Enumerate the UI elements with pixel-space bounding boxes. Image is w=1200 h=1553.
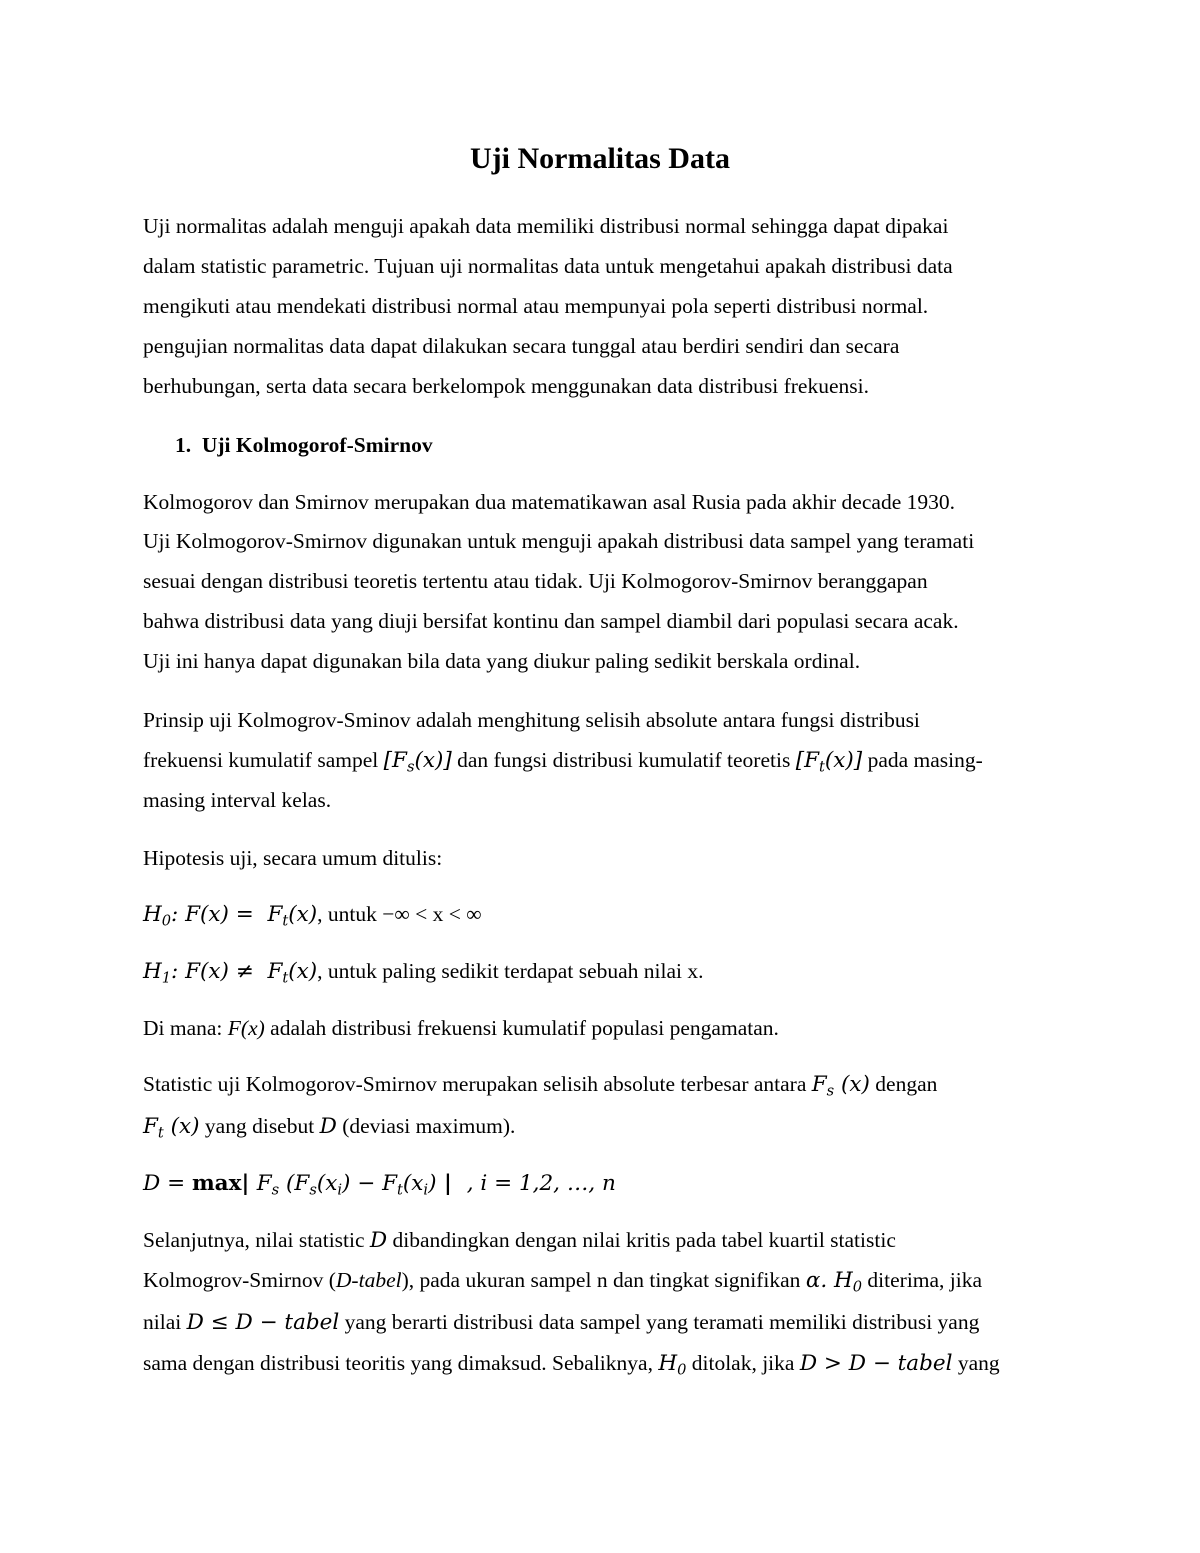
ks-line-2: Uji Kolmogorov-Smirnov digunakan untuk menguji apakah distribusi data sampel yang teramati bbox=[143, 529, 975, 553]
principle-line-1: Prinsip uji Kolmogrov-Sminov adalah menghitung selisih absolute antara fungsi distribusi bbox=[143, 708, 920, 732]
h1-formula: $H_1$: $F(x) \ne F_t(x)$ bbox=[143, 959, 318, 987]
next-line-1: Selanjutnya, nilai statistic D dibandingkan dengan nilai kritis pada tabel kuartil statistic bbox=[143, 1228, 896, 1253]
statistic-line-2: $F_t$ (x) yang disebut D (deviasi maximum). bbox=[143, 1114, 516, 1142]
next-line-4: sama dengan distribusi teoritis yang dimaksud. Sebaliknya, $H_0$ ditolak, jika D > D − tabel yang bbox=[143, 1351, 1000, 1379]
ks-line-1: Kolmogorov dan Smirnov merupakan dua matematikawan asal Rusia pada akhir decade 1930. bbox=[143, 490, 955, 514]
section-1-number: 1. bbox=[175, 433, 192, 457]
ks-line-3: sesuai dengan distribusi teoretis tertentu atau tidak. Uji Kolmogorov-Smirnov beranggapan bbox=[143, 569, 928, 593]
h1-hypothesis bbox=[143, 956, 704, 987]
next-line-2: Kolmogrov-Smirnov (D-tabel), pada ukuran sampel n dan tingkat signifikan α. $H_0$ diterima, jika bbox=[143, 1268, 983, 1296]
intro-line-1: Uji normalitas adalah menguji apakah data memiliki distribusi normal sehingga dapat dipakai bbox=[143, 214, 949, 238]
section-1-heading bbox=[175, 430, 433, 460]
principle-line-3: masing interval kelas. bbox=[143, 788, 332, 812]
intro-line-2: dalam statistic parametric. Tujuan uji normalitas data untuk mengetahui apakah distribusi data bbox=[143, 254, 953, 278]
section-1-title: Uji Kolmogorof-Smirnov bbox=[201, 433, 433, 457]
di-mana-line: Di mana: F(x) adalah distribusi frekuensi kumulatif populasi pengamatan. bbox=[143, 1016, 779, 1040]
h0-formula: $H_0$: $F(x) = F_t(x)$ bbox=[143, 902, 318, 930]
document-title: Uji Normalitas Data bbox=[470, 142, 730, 175]
h0-condition: , untuk −∞ < x < ∞ bbox=[317, 902, 482, 926]
intro-line-4: pengujian normalitas data dapat dilakukan secara tunggal atau berdiri sendiri dan secara bbox=[143, 334, 900, 358]
ks-line-5: Uji ini hanya dapat digunakan bila data yang diukur paling sedikit berskala ordinal. bbox=[143, 649, 861, 673]
principle-line-2: frekuensi kumulatif sampel $[F_s(x)]$ dan fungsi distribusi kumulatif teoretis $[F_t(x)]$ pada masing- bbox=[143, 748, 983, 776]
statistic-line-1: Statistic uji Kolmogorov-Smirnov merupakan selisih absolute terbesar antara $F_s$ (x) dengan bbox=[143, 1072, 938, 1100]
intro-line-3: mengikuti atau mendekati distribusi normal atau mempunyai pola seperti distribusi normal. bbox=[143, 294, 929, 318]
h1-condition: , untuk paling sedikit terdapat sebuah nilai x. bbox=[317, 959, 704, 983]
intro-line-5: berhubungan, serta data secara berkelompok menggunakan data distribusi frekuensi. bbox=[143, 374, 869, 398]
hypothesis-intro: Hipotesis uji, secara umum ditulis: bbox=[143, 846, 443, 870]
h0-hypothesis bbox=[143, 899, 482, 930]
ks-line-4: bahwa distribusi data yang diuji bersifat kontinu dan sampel diambil dari populasi secara acak. bbox=[143, 609, 959, 633]
fs-formula: $[F_s(x)]$ bbox=[383, 748, 452, 776]
ft-formula: $[F_t(x)]$ bbox=[795, 748, 863, 776]
d-max-formula: D = max| $F_s$ ($F_s(x_i) - F_t(x_i)$ | , i = 1,2, …, n bbox=[143, 1171, 616, 1199]
next-line-3: nilai D ≤ D − tabel yang berarti distribusi data sampel yang teramati memiliki distribusi yang bbox=[143, 1310, 980, 1335]
